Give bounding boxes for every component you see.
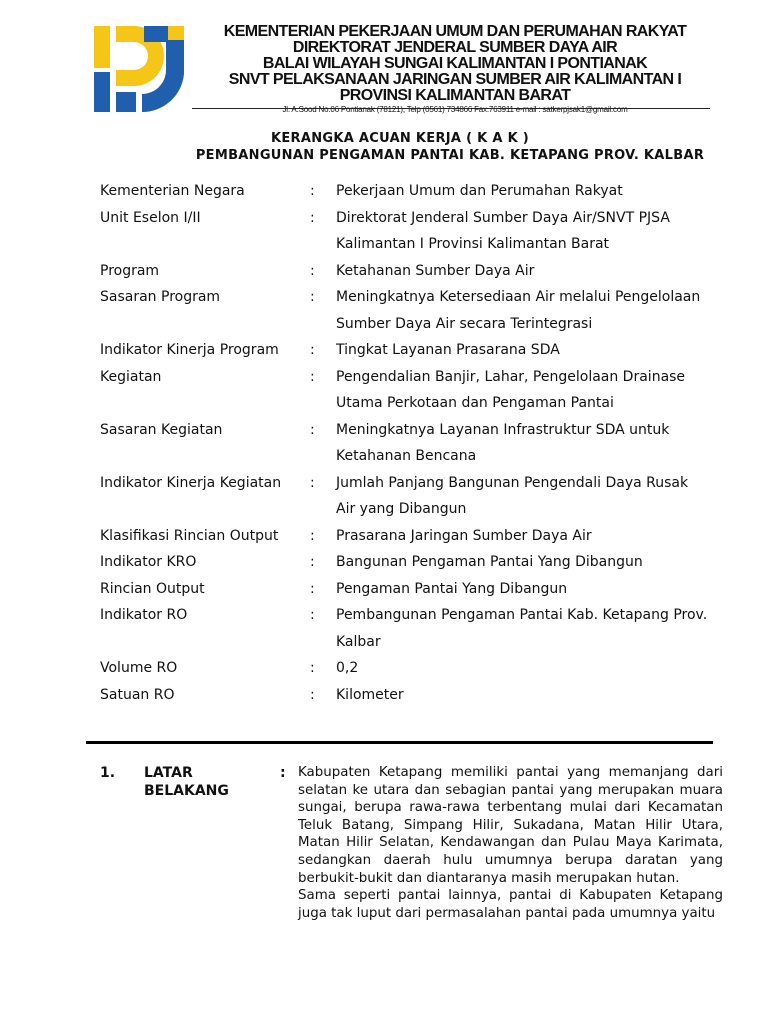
- info-row: [100, 655, 720, 682]
- info-colon: :: [310, 527, 315, 544]
- letterhead-line-snvt: SNVT PELAKSANAAN JARINGAN SUMBER AIR KALIMANTAN I: [228, 71, 682, 88]
- info-value: Sumber Daya Air secara Terintegrasi: [336, 315, 593, 332]
- logo-blue-bar-left: [94, 72, 110, 112]
- letterhead: [190, 24, 720, 115]
- info-value: Pembangunan Pengaman Pantai Kab. Ketapang Prov.: [336, 607, 708, 623]
- info-colon: :: [310, 289, 315, 305]
- info-value: Prasarana Jaringan Sumber Daya Air: [336, 527, 592, 544]
- info-colon: [310, 443, 336, 470]
- info-value: Bangunan Pengaman Pantai Yang Dibangun: [336, 554, 643, 570]
- ministry-logo-icon: [94, 26, 184, 112]
- section-number: 1.: [100, 765, 116, 781]
- info-row: [100, 284, 720, 311]
- info-colon: [310, 496, 336, 523]
- info-row: [100, 682, 720, 709]
- letterhead-line-balai: BALAI WILAYAH SUNGAI KALIMANTAN I PONTIANAK: [262, 55, 648, 72]
- info-label: [100, 390, 310, 417]
- info-value: Utama Perkotaan dan Pengaman Pantai: [336, 395, 614, 411]
- info-value: 0,2: [336, 660, 359, 676]
- info-label: Sasaran Program: [100, 289, 221, 305]
- info-label: Indikator Kinerja Program: [100, 342, 279, 358]
- info-value: Air yang Dibangun: [336, 501, 467, 517]
- info-label: Satuan RO: [100, 686, 175, 703]
- info-colon: :: [310, 342, 315, 358]
- info-value: Pengaman Pantai Yang Dibangun: [336, 580, 568, 597]
- info-colon: [310, 629, 336, 656]
- section-colon: :: [280, 765, 286, 781]
- section-divider: [86, 741, 713, 744]
- info-colon: :: [310, 554, 315, 570]
- info-row: [100, 417, 720, 444]
- letterhead-line-ministry: KEMENTERIAN PEKERJAAN UMUM DAN PERUMAHAN RAKYAT: [223, 23, 687, 40]
- info-value: Pengendalian Banjir, Lahar, Pengelolaan Drainase: [336, 368, 686, 385]
- section-paragraph-2: Sama seperti pantai lainnya, pantai di Kabupaten Ketapang juga tak luput dari permasalahan pantai pada umumnya yaitu: [298, 888, 723, 921]
- letterhead-divider: [192, 108, 710, 109]
- info-row: [100, 205, 720, 232]
- info-row: [100, 443, 720, 470]
- logo-blue-bar-mid: [116, 92, 136, 112]
- info-label: Volume RO: [100, 660, 178, 676]
- info-row: [100, 258, 720, 285]
- info-label: Rincian Output: [100, 580, 205, 597]
- info-colon: [310, 311, 336, 338]
- info-row: [100, 549, 720, 576]
- info-colon: [310, 390, 336, 417]
- info-value: Ketahanan Bencana: [336, 448, 477, 464]
- logo-yellow-bar-right: [168, 26, 184, 40]
- info-label: Klasifikasi Rincian Output: [100, 527, 279, 544]
- info-row: [100, 311, 720, 338]
- info-row: [100, 523, 720, 550]
- info-colon: :: [310, 474, 315, 491]
- info-label: Kegiatan: [100, 368, 162, 385]
- info-label: Kementerian Negara: [100, 183, 245, 199]
- info-row: [100, 337, 720, 364]
- info-row: [100, 470, 720, 497]
- letterhead-line-province: PROVINSI KALIMANTAN BARAT: [339, 87, 571, 104]
- info-colon: :: [310, 686, 315, 703]
- info-label: [100, 496, 310, 523]
- info-value: Meningkatnya Layanan Infrastruktur SDA untuk: [336, 421, 670, 438]
- info-label: Unit Eselon I/II: [100, 209, 201, 226]
- info-value: Kilometer: [336, 686, 404, 703]
- section-body: [298, 764, 723, 922]
- info-row: [100, 231, 720, 258]
- info-row: [100, 390, 720, 417]
- info-label: [100, 443, 310, 470]
- section-paragraph-1: Kabupaten Ketapang memiliki pantai yang memanjang dari selatan ke utara dan sebagian pantai yang merupakan muara sungai, berupa rawa-rawa terbentang mulai dari Kecamatan Teluk Batang, Simpang Hilir, Sukadana, Matan Hilir Utara, Matan Hilir Selatan, Kendawangan dan Pulau Maya Karimata, sedangkan daerah hulu umumnya berupa daratan yang berbukit-bukit dan diantaranya masih merupakan hutan.: [298, 765, 723, 886]
- document-title: [100, 130, 720, 164]
- document-title-line-1: KERANGKA ACUAN KERJA ( K A K ): [270, 131, 530, 146]
- info-colon: :: [310, 368, 315, 385]
- info-label: [100, 311, 310, 338]
- info-colon: :: [310, 607, 315, 623]
- info-colon: :: [310, 183, 315, 199]
- info-row: [100, 178, 720, 205]
- info-value: Kalimantan I Provinsi Kalimantan Barat: [336, 236, 610, 252]
- info-colon: :: [310, 660, 315, 676]
- info-label: Indikator RO: [100, 607, 188, 623]
- logo-yellow-bar: [94, 26, 110, 68]
- info-row: [100, 576, 720, 603]
- info-colon: :: [310, 209, 315, 226]
- info-row: [100, 602, 720, 629]
- info-value: Direktorat Jenderal Sumber Daya Air/SNVT PJSA: [336, 209, 670, 226]
- section-heading: LATAR BELAKANG: [144, 765, 229, 799]
- info-value: Kalbar: [336, 633, 381, 650]
- info-row: [100, 364, 720, 391]
- info-label: Indikator KRO: [100, 554, 197, 570]
- info-colon: :: [310, 421, 315, 438]
- info-value: Pekerjaan Umum dan Perumahan Rakyat: [336, 183, 623, 199]
- info-value: Ketahanan Sumber Daya Air: [336, 262, 535, 279]
- info-row: [100, 629, 720, 656]
- info-value: Jumlah Panjang Bangunan Pengendali Daya Rusak: [336, 474, 689, 491]
- info-colon: :: [310, 262, 315, 279]
- info-value: Meningkatnya Ketersediaan Air melalui Pengelolaan: [336, 289, 701, 305]
- letterhead-address: Jl. A.Sood No.06 Pontianak (78121), Telp (0561) 734866 Fax.763911 e-mail : satkerpjsak1@gmail.com: [282, 105, 628, 114]
- info-colon: :: [310, 580, 315, 597]
- info-label: Indikator Kinerja Kegiatan: [100, 474, 282, 491]
- info-value: Tingkat Layanan Prasarana SDA: [336, 342, 560, 358]
- letterhead-line-directorate: DIREKTORAT JENDERAL SUMBER DAYA AIR: [292, 39, 618, 56]
- info-label: [100, 231, 310, 258]
- info-label: [100, 629, 310, 656]
- info-label: Program: [100, 262, 160, 279]
- info-colon: [310, 231, 336, 258]
- info-label: Sasaran Kegiatan: [100, 421, 223, 438]
- info-row: [100, 496, 720, 523]
- document-title-line-2: PEMBANGUNAN PENGAMAN PANTAI KAB. KETAPANG PROV. KALBAR: [195, 148, 705, 163]
- info-table: [100, 178, 720, 708]
